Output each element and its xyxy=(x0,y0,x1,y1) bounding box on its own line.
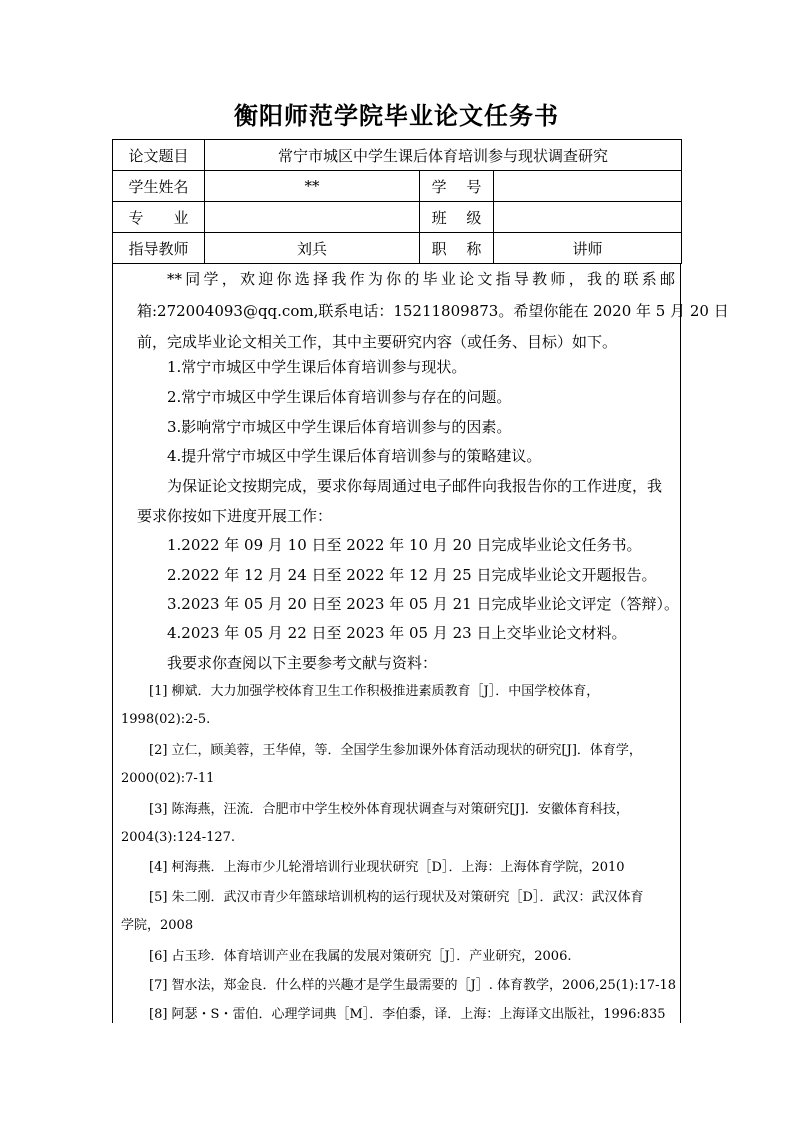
advisor-label: 指导教师 xyxy=(113,233,205,264)
reference-item: [4] 柯海燕．上海市少儿轮滑培训行业现状研究［D］．上海：上海体育学院，2010 xyxy=(149,860,625,875)
class-value xyxy=(494,202,682,233)
reference-item: [8] 阿瑟・S・雷伯．心理学词典［M］．李伯黍，译．上海：上海译文出版社，1996:835 xyxy=(149,1007,666,1022)
reference-item: [5] 朱二刚．武汉市青少年篮球培训机构的运行现状及对策研究［D］．武汉：武汉体育 xyxy=(149,890,644,905)
task-item: 1.常宁市城区中学生课后体育培训参与现状。 xyxy=(167,358,467,376)
reference-continuation: 2004(3):124-127. xyxy=(121,830,236,845)
student-name-label: 学生姓名 xyxy=(113,171,205,202)
reference-item: [2] 立仁，顾美蓉，王华倬，等．全国学生参加课外体育活动现状的研究[J]．体育学， xyxy=(149,743,642,758)
schedule-intro-line-1: 为保证论文按期完成，要求你每周通过电子邮件向我报告你的工作进度，我 xyxy=(167,477,663,495)
reference-continuation: 1998(02):2-5. xyxy=(121,712,211,727)
task-body xyxy=(112,263,729,1023)
major-label: 专 业 xyxy=(113,202,205,233)
schedule-item: 2.2022 年 12 月 24 日至 2022 年 12 月 25 日完成毕业论文开题报告。 xyxy=(167,566,657,584)
reference-continuation: 2000(02):7-11 xyxy=(121,771,215,786)
schedule-item: 3.2023 年 05 月 20 日至 2023 年 05 月 21 日完成毕业论文评定（答辩）。 xyxy=(167,595,679,613)
rank-value: 讲师 xyxy=(494,233,682,264)
student-no-value xyxy=(494,171,682,202)
thesis-title-value: 常宁市城区中学生课后体育培训参与现状调查研究 xyxy=(205,140,682,171)
major-value xyxy=(205,202,420,233)
task-item: 4.提升常宁市城区中学生课后体育培训参与的策略建议。 xyxy=(167,447,542,465)
schedule-item: 4.2023 年 05 月 22 日至 2023 年 05 月 23 日上交毕业论文材料。 xyxy=(167,624,627,642)
row-major xyxy=(113,202,682,233)
row-thesis-title xyxy=(113,140,682,171)
reference-item: [7] 智水法，郑金良．什么样的兴趣才是学生最需要的［J］. 体育教学，2006,25(1):17-18 xyxy=(149,978,677,993)
reference-item: [3] 陈海燕，汪流．合肥市中学生校外体育现状调查与对策研究[J]．安徽体育科技， xyxy=(149,802,629,817)
student-name-value: ** xyxy=(205,171,420,202)
page-title: 衡阳师范学院毕业论文任务书 xyxy=(234,102,559,130)
row-student xyxy=(113,171,682,202)
intro-line-3: 前，完成毕业论文相关工作，其中主要研究内容（或任务、目标）如下。 xyxy=(137,333,618,351)
schedule-item: 1.2022 年 09 月 10 日至 2022 年 10 月 20 日完成毕业论文任务书。 xyxy=(167,536,642,554)
rank-label: 职 称 xyxy=(420,233,494,264)
reference-continuation: 学院，2008 xyxy=(121,918,194,933)
intro-line-1: **同学，欢迎你选择我作为你的毕业论文指导教师，我的联系邮 xyxy=(167,270,675,288)
task-item: 3.影响常宁市城区中学生课后体育培训参与的因素。 xyxy=(167,418,512,436)
refs-intro: 我要求你查阅以下主要参考文献与资料： xyxy=(167,654,438,672)
reference-item: [1] 柳斌．大力加强学校体育卫生工作积极推进素质教育［J］．中国学校体育， xyxy=(149,684,600,699)
row-advisor xyxy=(113,233,682,264)
class-label: 班 级 xyxy=(420,202,494,233)
info-table xyxy=(112,139,682,264)
thesis-title-label: 论文题目 xyxy=(113,140,205,171)
student-no-label: 学 号 xyxy=(420,171,494,202)
reference-item: [6] 占玉珍．体育培训产业在我属的发展对策研究［J］．产业研究，2006. xyxy=(149,949,572,964)
advisor-value: 刘兵 xyxy=(205,233,420,264)
intro-line-2: 箱:272004093@qq.com,联系电话：15211809873。希望你能在 2020 年 5 月 20 日 xyxy=(137,302,729,320)
schedule-intro-line-2: 要求你按如下进度开展工作： xyxy=(137,507,333,525)
task-item: 2.常宁市城区中学生课后体育培训参与存在的问题。 xyxy=(167,388,512,406)
